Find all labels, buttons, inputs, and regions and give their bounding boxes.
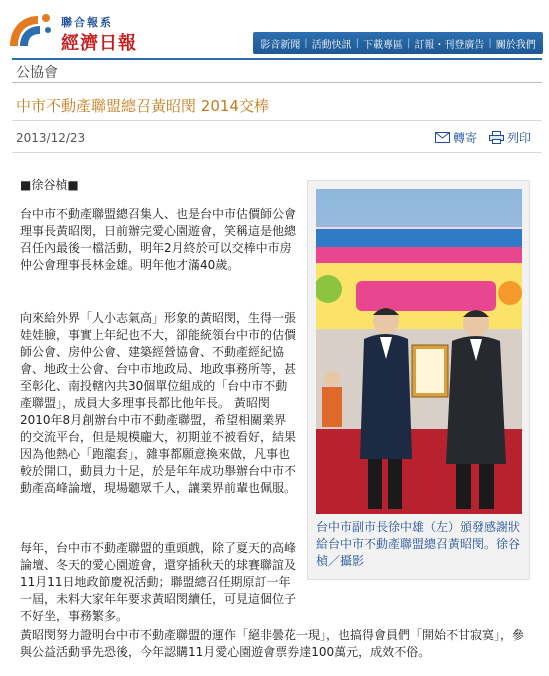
forward-button[interactable] — [435, 129, 477, 146]
photo-caption: 台中市副市長徐中雄（左）頒發感謝狀給台中市不動產聯盟總召黃昭閔。徐谷楨／攝影 — [316, 520, 521, 568]
top-navigation — [253, 32, 543, 54]
printer-icon — [489, 131, 504, 144]
site-logo[interactable] — [6, 6, 156, 52]
article-headline: 中市不動產聯盟總召黃昭閔 2014交棒 — [16, 97, 269, 115]
photo-figure — [307, 180, 530, 580]
print-button[interactable] — [489, 129, 531, 146]
article-paragraph: 台中市不動產聯盟總召集人、也是台中市估價師公會理事長黃昭閔，日前辦完愛心園遊會，笑稱這是他總召任內最後一檔活動，明年2月終於可以交棒中市房仲公會理事長林金雄。明年他才滿40歲。 — [20, 207, 297, 272]
article-paragraph: 黃昭閔努力證明台中市不動產聯盟的運作「絕非曇花一現」，也搞得會員們「開始不甘寂寞」，參與公益活動爭先恐後，今年認購11月愛心園遊會票券達100萬元，成效不俗。 — [20, 628, 525, 659]
article-paragraph: 每年，台中市不動產聯盟的重頭戲，除了夏天的高峰論壇、冬天的愛心園遊會，還穿插秋天的球賽聯誼及11月11日地政節慶祝活動；聯盟總召任期原訂一年一屆，未料大家年年要求黃昭閔續任，可見這個位子不好坐，事務繁多。 — [20, 541, 297, 623]
nav-separator: | — [304, 37, 308, 49]
nav-separator: | — [488, 37, 492, 49]
nav-video-news[interactable]: 影音新聞 — [260, 39, 301, 51]
date-divider — [12, 152, 542, 153]
article-photo[interactable] — [316, 189, 522, 514]
article-tools — [435, 129, 531, 146]
nav-separator: | — [407, 37, 411, 49]
logo-paper-name: 經濟日報 — [61, 33, 137, 54]
nav-about[interactable]: 關於我們 — [495, 39, 536, 51]
nav-separator: | — [355, 37, 359, 49]
article-byline: ■徐谷楨■ — [20, 178, 79, 192]
section-title: 公協會 — [16, 65, 58, 81]
logo-mark-icon — [6, 10, 54, 50]
print-label: 列印 — [506, 131, 531, 145]
nav-events[interactable]: 活動快訊 — [311, 39, 352, 51]
nav-subscribe[interactable]: 訂報・刊登廣告 — [414, 39, 485, 51]
mail-icon — [435, 132, 450, 143]
header-divider — [12, 58, 542, 60]
forward-label: 轉寄 — [452, 131, 477, 145]
article-paragraph: 向來給外界「人小志氣高」形象的黃昭閔，生得一張娃娃臉，事實上年紀也不大，卻能統領台中市的估價師公會、房仲公會、建築經營協會、不動產經紀協會、地政士公會、台中市地政局、地政事務所等，甚至彰化、南投轄內共30個單位組成的「台中市不動產聯盟」，成員大多理事長都比他年長。 黃昭閔2010年8月創辦台中市不動產聯盟，希望相關業界的交流平台，但是規模龐大，初期並不被看好，結果因為他熱心「跑龍套」，雜事都願意換來做，凡事也較於開口，動員力十足，於是年年成功舉辦台中市不動產高峰論壇，現場聽眾千人，讓業界前輩也佩服。 — [20, 311, 297, 495]
headline-divider — [12, 120, 542, 121]
article-date: 2013/12/23 — [16, 131, 86, 145]
logo-group-name: 聯合報系 — [61, 16, 113, 29]
section-divider — [12, 82, 542, 83]
site-header — [0, 0, 549, 58]
nav-downloads[interactable]: 下載專區 — [363, 39, 403, 51]
